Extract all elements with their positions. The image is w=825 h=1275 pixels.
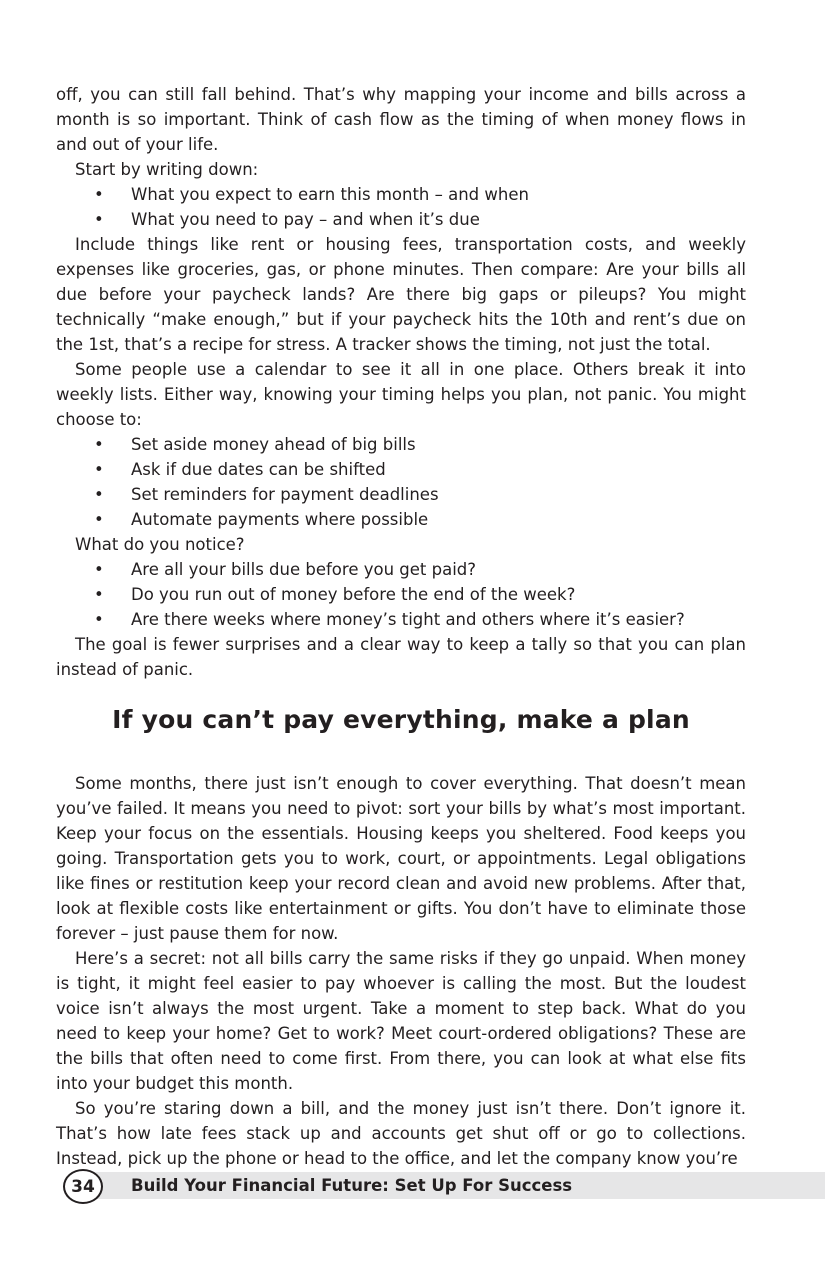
list-item: • Are there weeks where money’s tight and others where it’s easier? xyxy=(56,607,746,632)
list-item: • Ask if due dates can be shifted xyxy=(56,457,746,482)
bullet-list-write-down xyxy=(56,182,746,232)
paragraph-calendar: Some people use a calendar to see it all in one place. Others break it into weekly lists. Either way, knowing your timing helps you plan, not panic. You might choose to: xyxy=(56,360,746,429)
paragraph-staring-down: So you’re staring down a bill, and the money just isn’t there. Don’t ignore it. That’s how late fees stack up and accounts get shut off or go to collections. Instead, pick up the phone or head to the office, and let the company know you’re xyxy=(56,1099,746,1168)
list-item: • What you need to pay – and when it’s due xyxy=(56,207,746,232)
list-item: • Do you run out of money before the end of the week? xyxy=(56,582,746,607)
page-body xyxy=(56,82,746,1171)
list-item: • What you expect to earn this month – and when xyxy=(56,182,746,207)
paragraph-goal: The goal is fewer surprises and a clear way to keep a tally so that you can plan instead of panic. xyxy=(56,635,746,679)
list-item: • Are all your bills due before you get paid? xyxy=(56,557,746,582)
list-lead-notice: What do you notice? xyxy=(75,535,245,554)
section-heading: If you can’t pay everything, make a plan xyxy=(112,705,690,734)
paragraph-compare: Include things like rent or housing fees, transportation costs, and weekly expenses like groceries, gas, or phone minutes. Then compare: Are your bills all due before your paycheck lands? Are there big gaps or pileups? You might technically “make enough,” but if your paycheck hits the 10th and rent’s due on the 1st, that’s a recipe for stress. A tracker shows the timing, not just the total. xyxy=(56,235,746,354)
page-footer xyxy=(56,1169,825,1202)
bullet-list-notice xyxy=(56,557,746,632)
page-number: 34 xyxy=(71,1176,95,1197)
page-number-badge xyxy=(63,1169,103,1204)
bullet-list-choices xyxy=(56,432,746,532)
list-item: • Set aside money ahead of big bills xyxy=(56,432,746,457)
list-item: • Set reminders for payment deadlines xyxy=(56,482,746,507)
paragraph-some-months: Some months, there just isn’t enough to cover everything. That doesn’t mean you’ve failed. It means you need to pivot: sort your bills by what’s most important. Keep your focus on the essentials. Housing keeps you sheltered. Food keeps you going. Transportation gets you to work, court, or appointments. Legal obligations like fines or restitution keep your record clean and avoid new problems. After that, look at flexible costs like entertainment or gifts. You don’t have to eliminate those forever – just pause them for now. xyxy=(56,774,746,943)
list-lead-writing-down: Start by writing down: xyxy=(75,160,259,179)
paragraph-intro: off, you can still fall behind. That’s why mapping your income and bills across a month is so important. Think of cash flow as the timing of when money flows in and out of your life. xyxy=(56,85,746,154)
paragraph-secret: Here’s a secret: not all bills carry the same risks if they go unpaid. When money is tight, it might feel easier to pay whoever is calling the most. But the loudest voice isn’t always the most urgent. Take a moment to step back. What do you need to keep your home? Get to work? Meet court-ordered obligations? These are the bills that often need to come first. From there, you can look at what else fits into your budget this month. xyxy=(56,949,746,1093)
list-item: • Automate payments where possible xyxy=(56,507,746,532)
running-title: Build Your Financial Future: Set Up For Success xyxy=(131,1176,573,1195)
